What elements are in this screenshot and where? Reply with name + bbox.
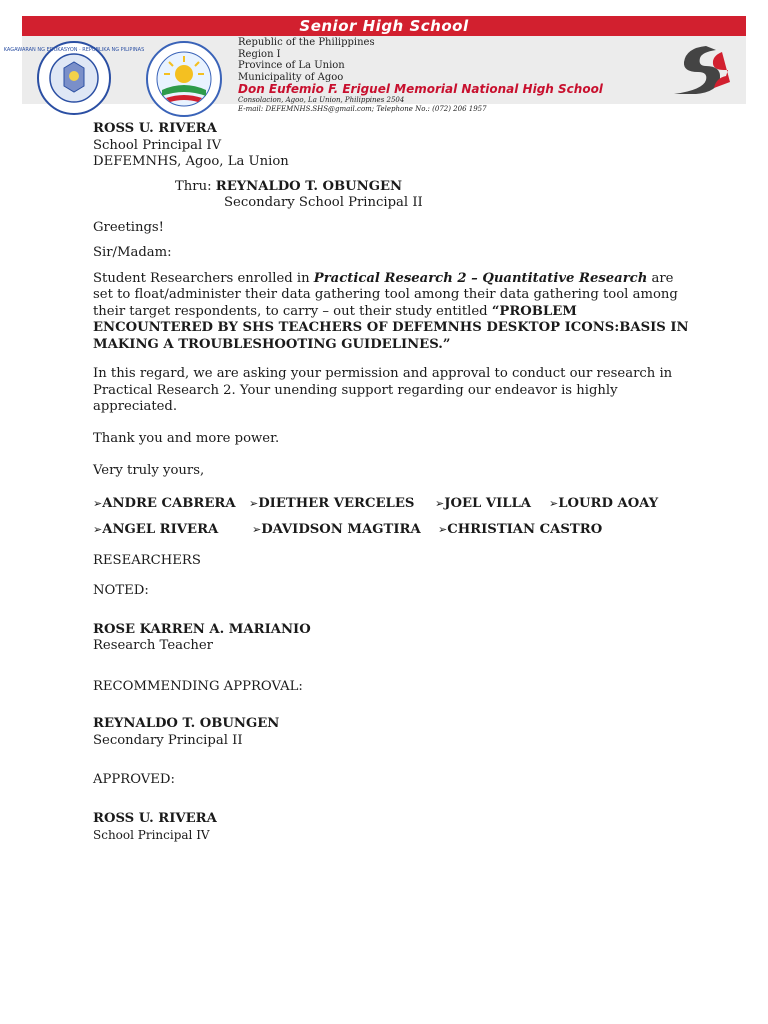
arrow-bullet-icon: ➢ — [435, 496, 445, 510]
shs-logo-icon — [666, 42, 732, 100]
addressee-office: DEFEMNHS, Agoo, La Union — [93, 154, 289, 169]
region-line: Region I — [238, 48, 281, 60]
researcher-item — [93, 496, 249, 513]
letterhead — [3, 16, 746, 113]
para1-intro: Student Researchers enrolled in — [93, 270, 314, 286]
republic-line: Republic of the Philippines — [238, 37, 375, 48]
municipality-line: Municipality of Agoo — [238, 71, 344, 83]
approved-label: APPROVED: — [93, 772, 175, 787]
recommending-name: REYNALDO T. OBUNGEN — [93, 716, 280, 731]
researcher-item — [438, 522, 602, 539]
arrow-bullet-icon: ➢ — [249, 496, 259, 510]
researcher-name: DAVIDSON MAGTIRA — [261, 522, 421, 537]
arrow-bullet-icon: ➢ — [549, 496, 559, 510]
researcher-name: JOEL VILLA — [444, 495, 532, 511]
thru-line — [93, 179, 693, 196]
arrow-bullet-icon: ➢ — [252, 523, 262, 536]
approved-title: School Principal IV — [93, 828, 210, 842]
school-name: Don Eufemio F. Eriguel Memorial National High School — [238, 82, 603, 96]
school-contact: E-mail: DEFEMNHS.SHS@gmail.com; Telephone No.: (072) 206 1957 — [238, 105, 487, 113]
researcher-item — [549, 496, 658, 513]
salutation: Sir/Madam: — [93, 245, 172, 260]
researcher-name: CHRISTIAN CASTRO — [447, 522, 603, 537]
greeting: Greetings! — [93, 219, 164, 235]
closing-line: Very truly yours, — [93, 463, 205, 478]
province-line: Province of La Union — [238, 60, 345, 71]
addressee-title: School Principal IV — [93, 137, 222, 153]
thru-title: Secondary School Principal II — [224, 195, 423, 210]
seal-ring-text: KAGAWARAN NG EDUKASYON · REPUBLIKA NG PILIPINAS — [3, 47, 145, 53]
study-title: “PROBLEM ENCOUNTERED BY SHS TEACHERS OF DEFEMNHS DESKTOP ICONS:BASIS IN MAKING A TROUBLESHOOTING GUIDELINES.” — [93, 303, 689, 352]
paragraph-2: In this regard, we are asking your permission and approval to conduct our research in Practical Research 2. Your unending support regarding our endeavor is highly appreciated. — [93, 366, 673, 414]
researchers-row-1 — [93, 496, 693, 513]
noted-title: Research Teacher — [93, 638, 213, 653]
course-name: Practical Research 2 – Quantitative Research — [313, 270, 648, 286]
noted-label: NOTED: — [93, 583, 149, 598]
researcher-item — [249, 496, 435, 513]
paragraph-1 — [93, 271, 693, 354]
researcher-name: ANDRE CABRERA — [102, 495, 236, 511]
letterhead-text — [238, 37, 603, 114]
addressee-name: ROSS U. RIVERA — [93, 121, 217, 136]
recommending-title: Secondary Principal II — [93, 732, 243, 748]
arrow-bullet-icon: ➢ — [438, 523, 448, 536]
researchers-label: RESEARCHERS — [93, 552, 201, 568]
researcher-name: LOURD AOAY — [558, 495, 659, 511]
noted-name: ROSE KARREN A. MARIANIO — [93, 621, 311, 637]
researcher-item — [93, 522, 252, 539]
thru-label: Thru: — [175, 178, 212, 194]
thru-name: REYNALDO T. OBUNGEN — [215, 178, 403, 194]
para1-body: are set to float/administer their data gathering tool among their data gathering tool among their target respondents, to carry – out their study entitled — [93, 270, 678, 319]
recommending-label: RECOMMENDING APPROVAL: — [93, 678, 303, 694]
school-address: Consolacion, Agoo, La Union, Philippines 2504 — [238, 96, 405, 104]
arrow-bullet-icon: ➢ — [93, 523, 103, 536]
researcher-name: DIETHER VERCELES — [258, 495, 415, 511]
deped-seal-icon — [3, 40, 145, 116]
approved-name: ROSS U. RIVERA — [93, 810, 217, 826]
researcher-item — [435, 496, 549, 513]
researcher-item — [252, 522, 438, 539]
arrow-bullet-icon: ➢ — [93, 496, 103, 510]
letterhead-banner: Senior High School — [22, 16, 746, 36]
school-seal-icon — [138, 40, 230, 118]
thanks-line: Thank you and more power. — [93, 430, 280, 446]
researcher-name: ANGEL RIVERA — [102, 522, 219, 537]
letter-body — [93, 121, 693, 844]
researchers-row-2 — [93, 522, 693, 539]
